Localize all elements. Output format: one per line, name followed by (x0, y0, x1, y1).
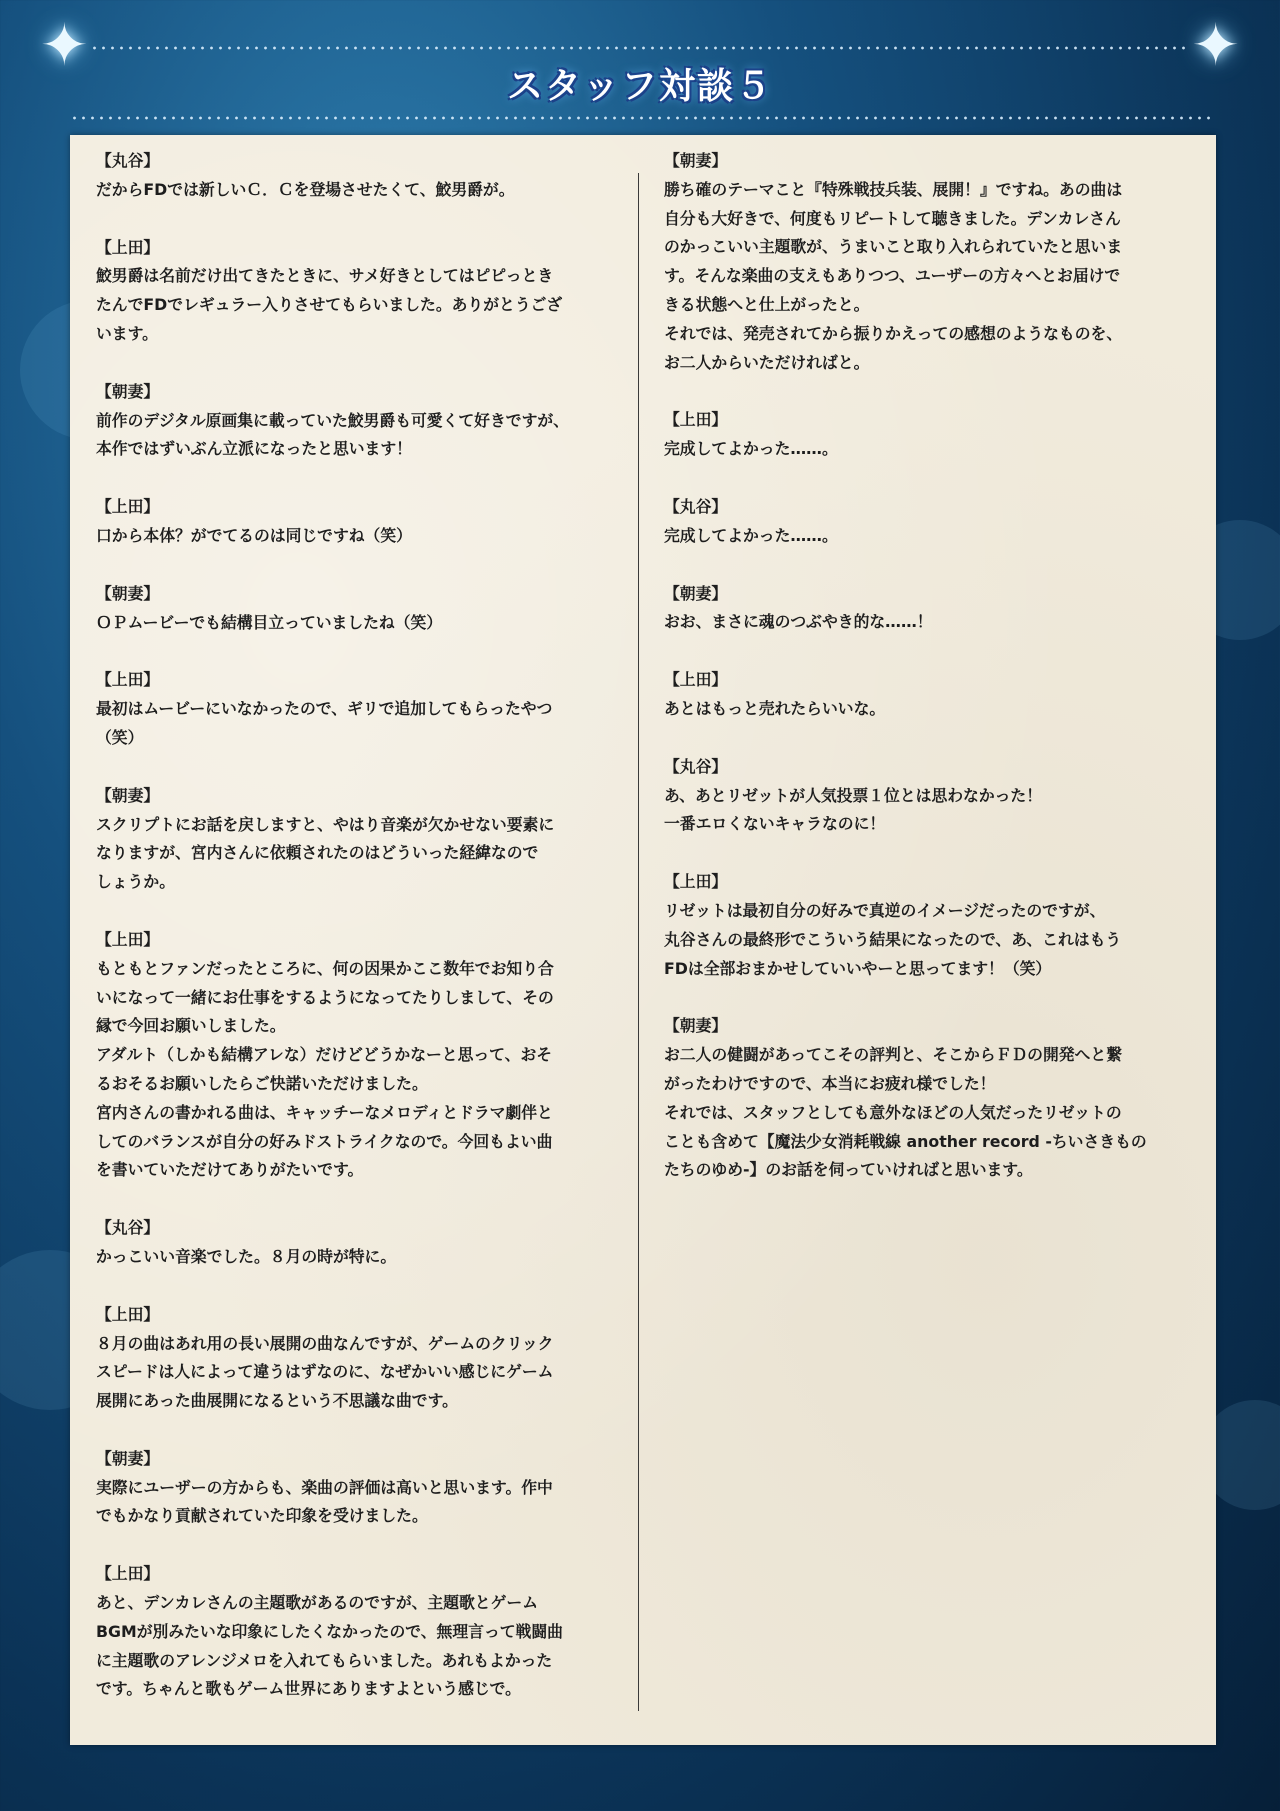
dialogue-line: ８月の曲はあれ用の長い展開の曲なんですが、ゲームのクリック (96, 1333, 554, 1353)
dialogue-line: 展開にあった曲展開になるという不思議な曲です。 (96, 1391, 458, 1411)
dialogue-block (664, 147, 1184, 377)
dialogue-block (96, 926, 616, 1185)
dialogue-block (96, 1214, 616, 1272)
dialogue-line: いになって一緒にお仕事をするようになってたりしまして、その (96, 987, 554, 1007)
dialogue-line: だからFDでは新しいＣ．Ｃを登場させたくて、鮫男爵が。 (96, 179, 515, 199)
dialogue-line: す。そんな楽曲の支えもありつつ、ユーザーの方々へとお届けで (664, 266, 1121, 286)
speaker-name: 【上田】 (96, 237, 160, 257)
speaker-name: 【上田】 (96, 1304, 160, 1324)
dialogue-line: あ、あとリゼットが人気投票１位とは思わなかった！ (664, 785, 1043, 805)
speaker-name: 【朝妻】 (664, 1016, 728, 1036)
dialogue-line: アダルト（しかも結構アレな）だけどどうかなーと思って、おそ (96, 1045, 553, 1065)
dialogue-line: なりますが、宮内さんに依頼されたのはどういった経緯なので (96, 843, 539, 863)
speaker-name: 【上田】 (96, 929, 160, 949)
dialogue-line: ことも含めて【魔法少女消耗戦線 another record -ちいさきもの (664, 1131, 1147, 1151)
dialogue-block (96, 493, 616, 551)
dialogue-line: あとはもっと売れたらいいな。 (664, 698, 886, 718)
dialogue-line: あと、デンカレさんの主題歌があるのですが、主題歌とゲーム (96, 1593, 538, 1613)
speaker-name: 【朝妻】 (96, 1448, 160, 1468)
dialogue-block (664, 406, 1184, 464)
dialogue-block (664, 666, 1184, 724)
dialogue-line: たんでFDでレギュラー入りさせてもらいました。ありがとうござ (96, 295, 563, 315)
dialogue-block (96, 580, 616, 638)
dialogue-line: 完成してよかった……。 (664, 525, 838, 545)
sparkle-border-bottom (70, 115, 1210, 121)
dialogue-line: FDは全部おまかせしていいやーと思ってます！（笑） (664, 958, 1052, 978)
dialogue-block (96, 1560, 616, 1704)
dialogue-line: 一番エロくないキャラなのに！ (664, 814, 886, 834)
dialogue-line: しょうか。 (96, 872, 175, 892)
dialogue-line: それでは、発売されてから振りかえっての感想のようなものを、 (664, 323, 1123, 343)
dialogue-line: たちのゆめ-】のお話を伺っていければと思います。 (664, 1160, 1033, 1180)
dialogue-block (96, 147, 616, 205)
dialogue-block (664, 868, 1184, 983)
dialogue-block (664, 493, 1184, 551)
dialogue-line: BGMが別みたいな印象にしたくなかったので、無理言って戦闘曲 (96, 1621, 563, 1641)
dialogue-block (664, 1012, 1184, 1185)
dialogue-block (96, 378, 616, 464)
speaker-name: 【上田】 (96, 497, 160, 517)
dialogue-line: います。 (96, 323, 158, 343)
sparkle-star-icon: ✦ (1191, 11, 1240, 79)
speaker-name: 【上田】 (664, 410, 728, 430)
dialogue-line: 実際にユーザーの方からも、楽曲の評価は高いと思います。作中 (96, 1477, 553, 1497)
dialogue-line: 丸谷さんの最終形でこういう結果になったので、あ、これはもう (664, 929, 1122, 949)
speaker-name: 【上田】 (96, 670, 160, 690)
speaker-name: 【丸谷】 (664, 496, 728, 516)
speaker-name: 【朝妻】 (664, 583, 728, 603)
speaker-name: 【丸谷】 (664, 756, 728, 776)
dialogue-block (96, 666, 616, 752)
dialogue-block (96, 1301, 616, 1416)
speaker-name: 【上田】 (664, 670, 728, 690)
dialogue-line: に主題歌のアレンジメロを入れてもらいました。あれもよかった (96, 1650, 553, 1670)
speaker-name: 【丸谷】 (96, 1218, 160, 1238)
dialogue-line: お二人からいただければと。 (664, 352, 870, 372)
dialogue-line: （笑） (96, 727, 144, 747)
page-header (0, 0, 1280, 135)
speaker-name: 【朝妻】 (96, 381, 160, 401)
speaker-name: 【朝妻】 (664, 151, 728, 170)
dialogue-line: きる状態へと仕上がったと。 (664, 294, 870, 314)
dialogue-line: 宮内さんの書かれる曲は、キャッチーなメロディとドラマ劇伴と (96, 1102, 553, 1122)
sparkle-border-top (90, 45, 1190, 51)
dialogue-line: してのバランスが自分の好みドストライクなので。今回もよい曲 (96, 1131, 553, 1151)
dialogue-block (664, 580, 1184, 638)
interview-panel (70, 135, 1216, 1745)
left-column (96, 147, 616, 1733)
speaker-name: 【上田】 (664, 872, 728, 892)
dialogue-line: 縁で今回お願いしました。 (96, 1016, 286, 1036)
dialogue-line: おお、まさに魂のつぶやき的な……！ (664, 612, 933, 632)
page-title: スタッフ対談５ (506, 66, 773, 107)
dialogue-block (96, 234, 616, 349)
dialogue-block (96, 782, 616, 897)
dialogue-line: を書いていただけてありがたいです。 (96, 1160, 364, 1180)
right-column (664, 147, 1184, 1214)
dialogue-line: るおそるお願いしたらご快諾いただけました。 (96, 1073, 428, 1093)
column-divider (638, 173, 639, 1711)
speaker-name: 【朝妻】 (96, 785, 160, 805)
dialogue-line: のかっこいい主題歌が、うまいこと取り入れられていたと思いま (664, 237, 1123, 257)
dialogue-line: 鮫男爵は名前だけ出てきたときに、サメ好きとしてはピピっとき (96, 266, 554, 286)
dialogue-line: 完成してよかった……。 (664, 439, 838, 459)
dialogue-line: です。ちゃんと歌もゲーム世界にありますよという感じで。 (96, 1679, 521, 1699)
dialogue-line: もともとファンだったところに、何の因果かここ数年でお知り合 (96, 958, 554, 978)
dialogue-line: スピードは人によって違うはずなのに、なぜかいい感じにゲーム (96, 1362, 554, 1382)
speaker-name: 【上田】 (96, 1564, 160, 1584)
speaker-name: 【丸谷】 (96, 151, 160, 170)
speaker-name: 【朝妻】 (96, 583, 160, 603)
dialogue-line: がったわけですので、本当にお疲れ様でした！ (664, 1073, 996, 1093)
dialogue-line: 自分も大好きで、何度もリピートして聴きました。デンカレさん (664, 208, 1121, 228)
dialogue-block (664, 753, 1184, 839)
dialogue-line: 勝ち確のテーマこと『特殊戦技兵装、展開！』ですね。あの曲は (664, 179, 1123, 199)
dialogue-line: でもかなり貢献されていた印象を受けました。 (96, 1506, 428, 1526)
dialogue-line: それでは、スタッフとしても意外なほどの人気だったリゼットの (664, 1102, 1122, 1122)
dialogue-line: 前作のデジタル原画集に載っていた鮫男爵も可愛くて好きですが、 (96, 410, 569, 430)
dialogue-line: かっこいい音楽でした。８月の時が特に。 (96, 1246, 397, 1266)
dialogue-line: ＯＰムービーでも結構目立っていましたね（笑） (96, 612, 443, 632)
dialogue-line: 本作ではずいぶん立派になったと思います！ (96, 439, 412, 459)
dialogue-line: 口から本体？がでてるのは同じですね（笑） (96, 525, 412, 545)
dialogue-block (96, 1445, 616, 1531)
dialogue-line: リゼットは最初自分の好みで真逆のイメージだったのですが、 (664, 900, 1106, 920)
dialogue-line: お二人の健闘があってこその評判と、そこからＦＤの開発へと繋 (664, 1045, 1122, 1065)
dialogue-line: スクリプトにお話を戻しますと、やはり音楽が欠かせない要素に (96, 814, 555, 834)
sparkle-star-icon: ✦ (40, 11, 89, 79)
dialogue-line: 最初はムービーにいなかったので、ギリで追加してもらったやつ (96, 699, 553, 719)
